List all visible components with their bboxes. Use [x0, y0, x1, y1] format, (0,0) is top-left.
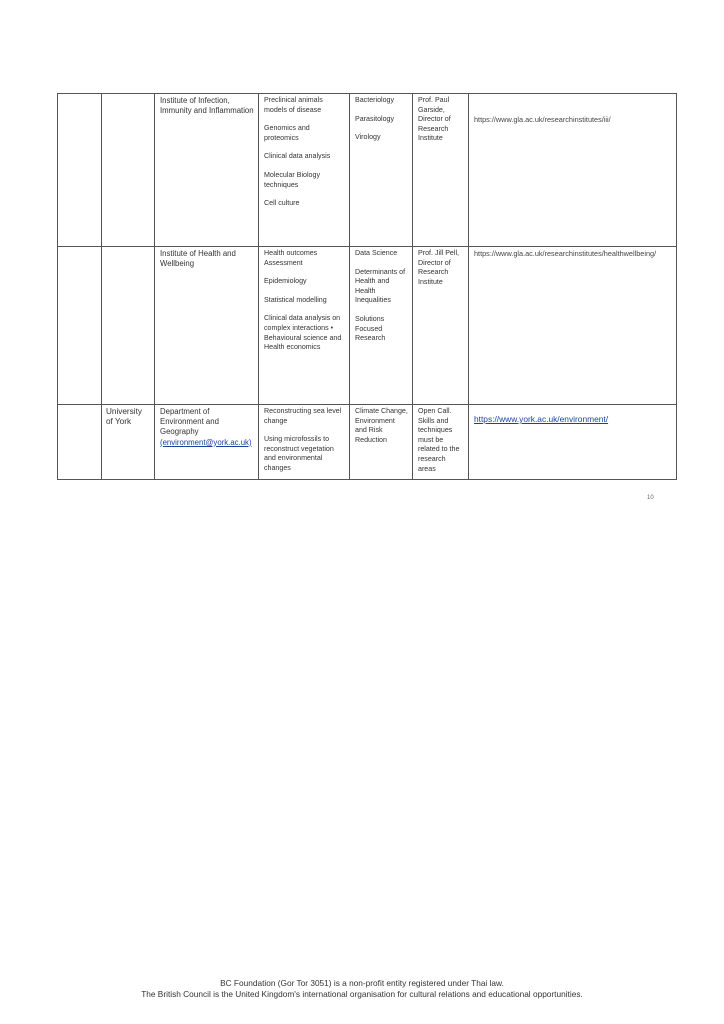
technique-item: Preclinical animals models of disease — [264, 96, 323, 114]
institute-cell: Institute of Infection, Immunity and Inflammation — [155, 94, 259, 247]
techniques-cell — [259, 247, 350, 405]
technique-item: Genomics and proteomics — [264, 124, 310, 142]
topics-cell — [350, 94, 413, 247]
university-cell — [102, 94, 155, 247]
blank-cell — [58, 405, 102, 480]
url-cell — [469, 247, 677, 405]
topic-item: Determinants of Health and Health Inequalities — [355, 267, 406, 305]
topics-cell — [350, 247, 413, 405]
institute-link[interactable]: https://www.gla.ac.uk/researchinstitutes/healthwellbeing/ — [474, 249, 657, 258]
topic-item: Parasitology — [355, 114, 395, 123]
email-link[interactable]: (environment@york.ac.uk) — [160, 437, 252, 447]
technique-item: Statistical modelling — [264, 295, 327, 304]
blank-cell — [58, 94, 102, 247]
table-row — [58, 247, 677, 405]
research-institutes-table — [57, 93, 677, 480]
footer-line-1: BC Foundation (Gor Tor 3051) is a non-profit entity registered under Thai law. — [220, 978, 504, 988]
table-row — [58, 94, 677, 247]
university-cell: University of York — [102, 405, 155, 480]
technique-item: Clinical data analysis — [264, 152, 331, 161]
footer-line-2: The British Council is the United Kingdom's international organisation for cultural relations and educational opportunities. — [141, 989, 583, 999]
topic-item: Bacteriology — [355, 96, 395, 104]
supervisor-cell: Prof. Paul Garside, Director of Research Institute — [413, 94, 469, 247]
url-cell — [469, 94, 677, 247]
topic-item: Data Science — [355, 249, 398, 257]
blank-cell — [58, 247, 102, 405]
technique-item: Clinical data analysis on complex interactions • Behavioural science and Health economics — [264, 314, 342, 352]
supervisor-cell: Prof. Jill Pell, Director of Research Institute — [413, 247, 469, 405]
page-footer — [0, 978, 724, 1000]
technique-item: Epidemiology — [264, 277, 307, 286]
topic-item: Climate Change, Environment and Risk Reduction — [355, 407, 408, 444]
institute-link[interactable]: https://www.york.ac.uk/environment/ — [474, 414, 609, 424]
institute-link[interactable]: https://www.gla.ac.uk/researchinstitutes/iii/ — [474, 115, 611, 124]
topic-item: Virology — [355, 133, 381, 142]
topics-cell — [350, 405, 413, 480]
technique-item: Health outcomes Assessment — [264, 249, 318, 267]
topic-item: Solutions Focused Research — [355, 314, 386, 343]
technique-item: Reconstructing sea level change — [264, 407, 342, 425]
technique-item: Cell culture — [264, 199, 300, 208]
url-cell — [469, 405, 677, 480]
institute-cell: Institute of Health and Wellbeing — [155, 247, 259, 405]
technique-item: Molecular Biology techniques — [264, 170, 320, 189]
page-number: 10 — [647, 495, 654, 501]
techniques-cell — [259, 94, 350, 247]
institute-cell — [155, 405, 259, 480]
university-cell — [102, 247, 155, 405]
table-row — [58, 405, 677, 480]
supervisor-cell: Open Call. Skills and techniques must be related to the research areas — [413, 405, 469, 480]
techniques-cell — [259, 405, 350, 480]
technique-item: Using microfossils to reconstruct vegetation and environmental changes — [264, 435, 334, 472]
department-name: Department of Environment and Geography — [160, 407, 219, 437]
